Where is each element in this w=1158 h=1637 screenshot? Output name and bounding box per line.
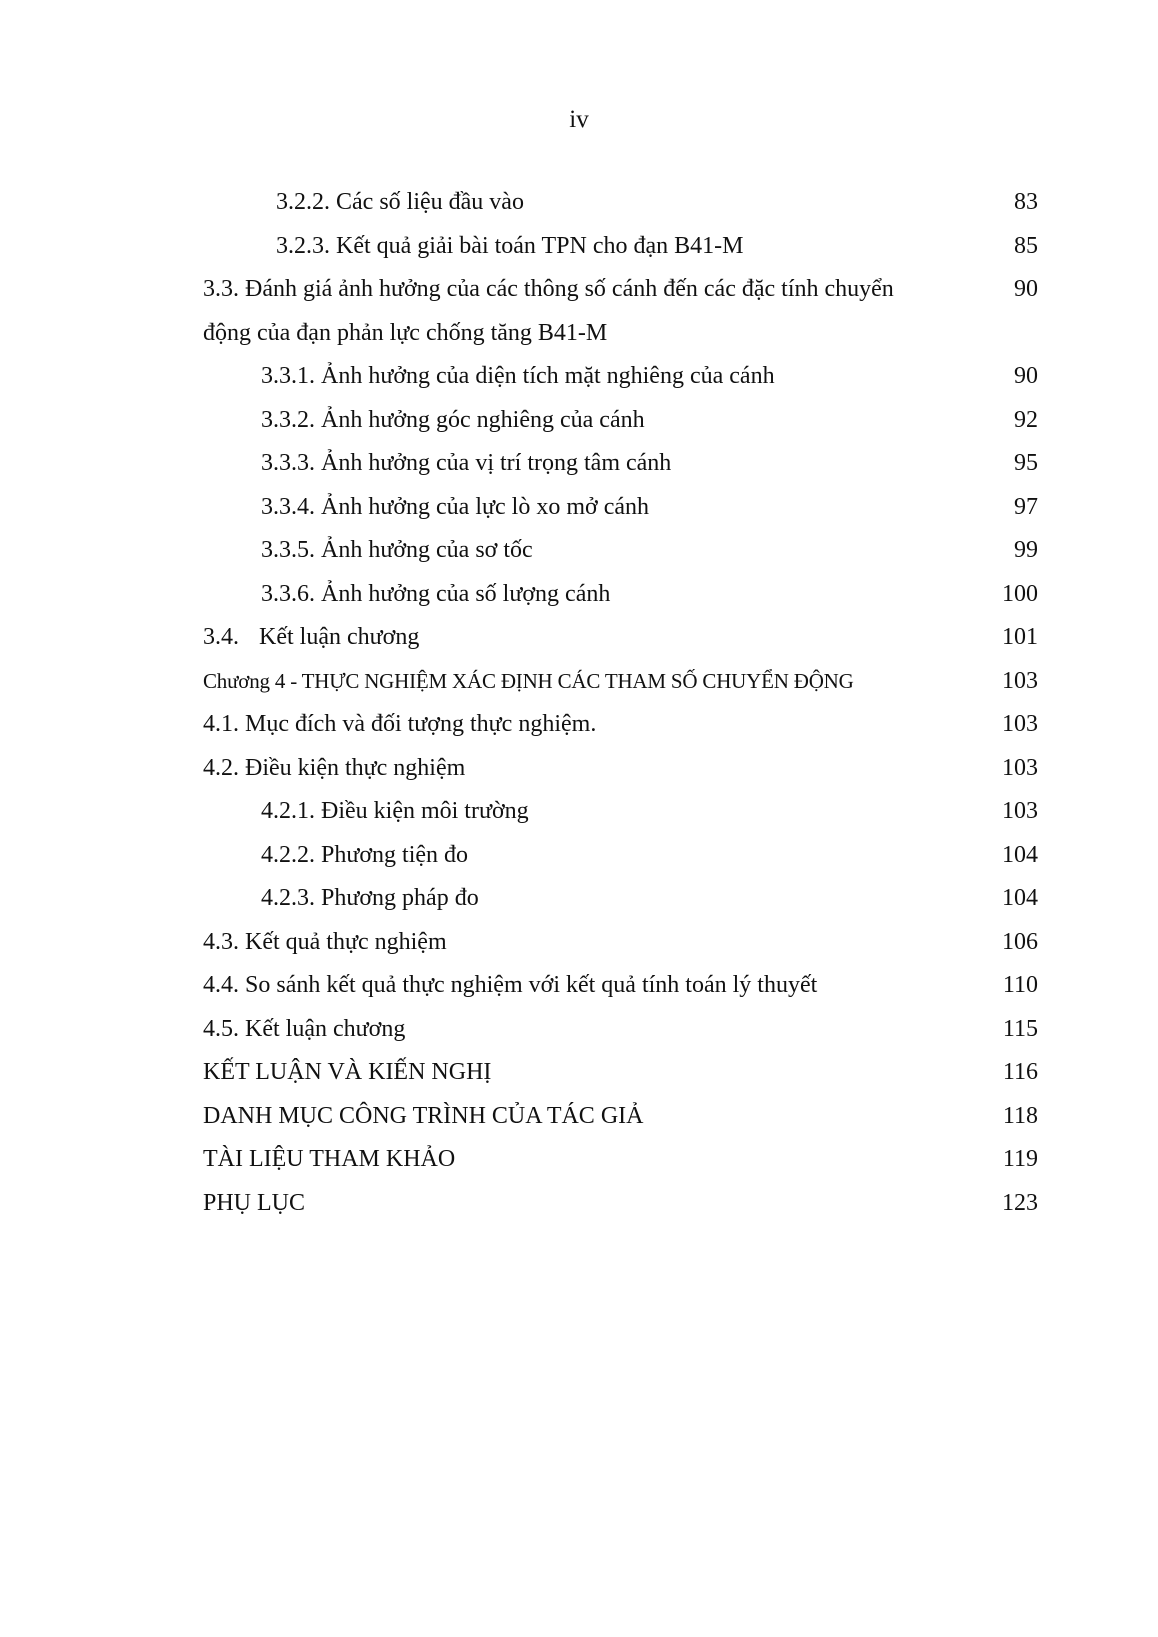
toc-entry-page: 85 — [1014, 232, 1038, 259]
toc-entry-title: 3.3.3. Ảnh hưởng của vị trí trọng tâm cánh — [261, 450, 672, 476]
toc-entry-4-2-3[interactable] — [203, 880, 1038, 924]
toc-entry-title: DANH MỤC CÔNG TRÌNH CỦA TÁC GIẢ — [203, 1102, 644, 1129]
toc-entry-number: 3.4. — [203, 624, 239, 650]
toc-entry-chapter-4[interactable] — [203, 663, 1038, 707]
table-of-contents — [203, 184, 1038, 1228]
toc-entry-3-3-6[interactable] — [203, 576, 1038, 620]
toc-entry-4-2-2[interactable] — [203, 837, 1038, 881]
toc-entry-page: 123 — [1002, 1189, 1038, 1216]
toc-entry-3-2-3[interactable] — [203, 228, 1038, 272]
toc-entry-page: 95 — [1014, 450, 1038, 476]
toc-entry-title: 3.3.2. Ảnh hưởng góc nghiêng của cánh — [261, 406, 645, 433]
toc-entry-title: KẾT LUẬN VÀ KIẾN NGHỊ — [203, 1059, 492, 1085]
toc-entry-title: 3.3.6. Ảnh hưởng của số lượng cánh — [261, 580, 611, 607]
toc-entry-page: 103 — [1002, 667, 1038, 694]
toc-entry-3-3-5[interactable] — [203, 532, 1038, 576]
toc-entry-page: 103 — [1002, 711, 1038, 737]
toc-entry-conclusion[interactable] — [203, 1054, 1038, 1098]
toc-entry-page: 110 — [1002, 972, 1038, 998]
toc-entry-title — [203, 619, 419, 655]
toc-entry-title: 3.3. Đánh giá ảnh hưởng của các thông số cánh đến các đặc tính chuyển — [203, 276, 894, 302]
toc-entry-3-3-3[interactable] — [203, 445, 1038, 489]
toc-entry-4-2-1[interactable] — [203, 793, 1038, 837]
toc-entry-3-2-2[interactable] — [203, 184, 1038, 228]
toc-entry-page: 90 — [1014, 363, 1038, 389]
toc-entry-4-2[interactable] — [203, 750, 1038, 794]
toc-entry-page: 83 — [1014, 189, 1038, 215]
toc-entry-page: 100 — [1002, 580, 1038, 607]
toc-entry-page: 103 — [1002, 754, 1038, 781]
toc-entry-page: 115 — [1002, 1015, 1038, 1042]
toc-entry-title: PHỤ LỤC — [203, 1189, 306, 1216]
toc-entry-title: 3.2.3. Kết quả giải bài toán TPN cho đạn B41-M — [276, 232, 744, 259]
toc-entry-page: 99 — [1014, 537, 1038, 563]
toc-entry-page: 119 — [1002, 1146, 1038, 1172]
toc-entry-page: 103 — [1002, 798, 1038, 824]
toc-entry-title: 3.3.4. Ảnh hưởng của lực lò xo mở cánh — [261, 493, 649, 520]
toc-entry-text: Kết luận chương — [259, 624, 420, 650]
toc-entry-3-3-4[interactable] — [203, 489, 1038, 533]
toc-entry-4-5[interactable] — [203, 1011, 1038, 1055]
toc-entry-page: 97 — [1014, 493, 1038, 520]
toc-entry-title: TÀI LIỆU THAM KHẢO — [203, 1146, 456, 1172]
toc-entry-title: 4.2.3. Phương pháp đo — [261, 885, 479, 911]
toc-entry-page: 90 — [1014, 276, 1038, 302]
toc-entry-page: 104 — [1002, 885, 1038, 911]
toc-entry-title: 4.2. Điều kiện thực nghiệm — [203, 754, 466, 781]
toc-entry-3-3[interactable] — [203, 271, 1038, 315]
toc-entry-title: 3.3.5. Ảnh hưởng của sơ tốc — [261, 537, 533, 563]
toc-entry-title: Chương 4 - THỰC NGHIỆM XÁC ĐỊNH CÁC THAM SỐ CHUYỂN ĐỘNG — [203, 668, 854, 693]
toc-entry-3-3-continuation — [203, 315, 1038, 359]
toc-entry-title: 4.2.1. Điều kiện môi trường — [261, 798, 529, 824]
toc-entry-4-1[interactable] — [203, 706, 1038, 750]
toc-entry-title: 4.4. So sánh kết quả thực nghiệm với kết quả tính toán lý thuyết — [203, 972, 818, 998]
toc-entry-appendix[interactable] — [203, 1185, 1038, 1229]
toc-entry-title: 4.5. Kết luận chương — [203, 1015, 406, 1042]
toc-entry-4-3[interactable] — [203, 924, 1038, 968]
toc-entry-page: 101 — [1002, 624, 1038, 650]
toc-entry-title: 3.3.1. Ảnh hưởng của diện tích mặt nghiêng của cánh — [261, 363, 775, 389]
toc-entry-page: 116 — [1002, 1059, 1038, 1085]
toc-entry-title-continuation: động của đạn phản lực chống tăng B41-M — [203, 319, 608, 346]
toc-entry-title: 4.1. Mục đích và đối tượng thực nghiệm. — [203, 711, 597, 737]
toc-entry-title: 4.3. Kết quả thực nghiệm — [203, 928, 447, 955]
toc-entry-3-4[interactable] — [203, 619, 1038, 663]
toc-entry-3-3-2[interactable] — [203, 402, 1038, 446]
toc-entry-title: 4.2.2. Phương tiện đo — [261, 841, 469, 868]
toc-entry-page: 106 — [1002, 928, 1038, 955]
toc-entry-4-4[interactable] — [203, 967, 1038, 1011]
toc-entry-page: 104 — [1002, 841, 1038, 868]
toc-entry-page: 118 — [1002, 1102, 1038, 1129]
toc-entry-3-3-1[interactable] — [203, 358, 1038, 402]
toc-entry-publications[interactable] — [203, 1098, 1038, 1142]
toc-entry-references[interactable] — [203, 1141, 1038, 1185]
toc-entry-page: 92 — [1014, 406, 1038, 433]
page-number: iv — [569, 106, 589, 133]
toc-entry-title: 3.2.2. Các số liệu đầu vào — [276, 189, 524, 215]
